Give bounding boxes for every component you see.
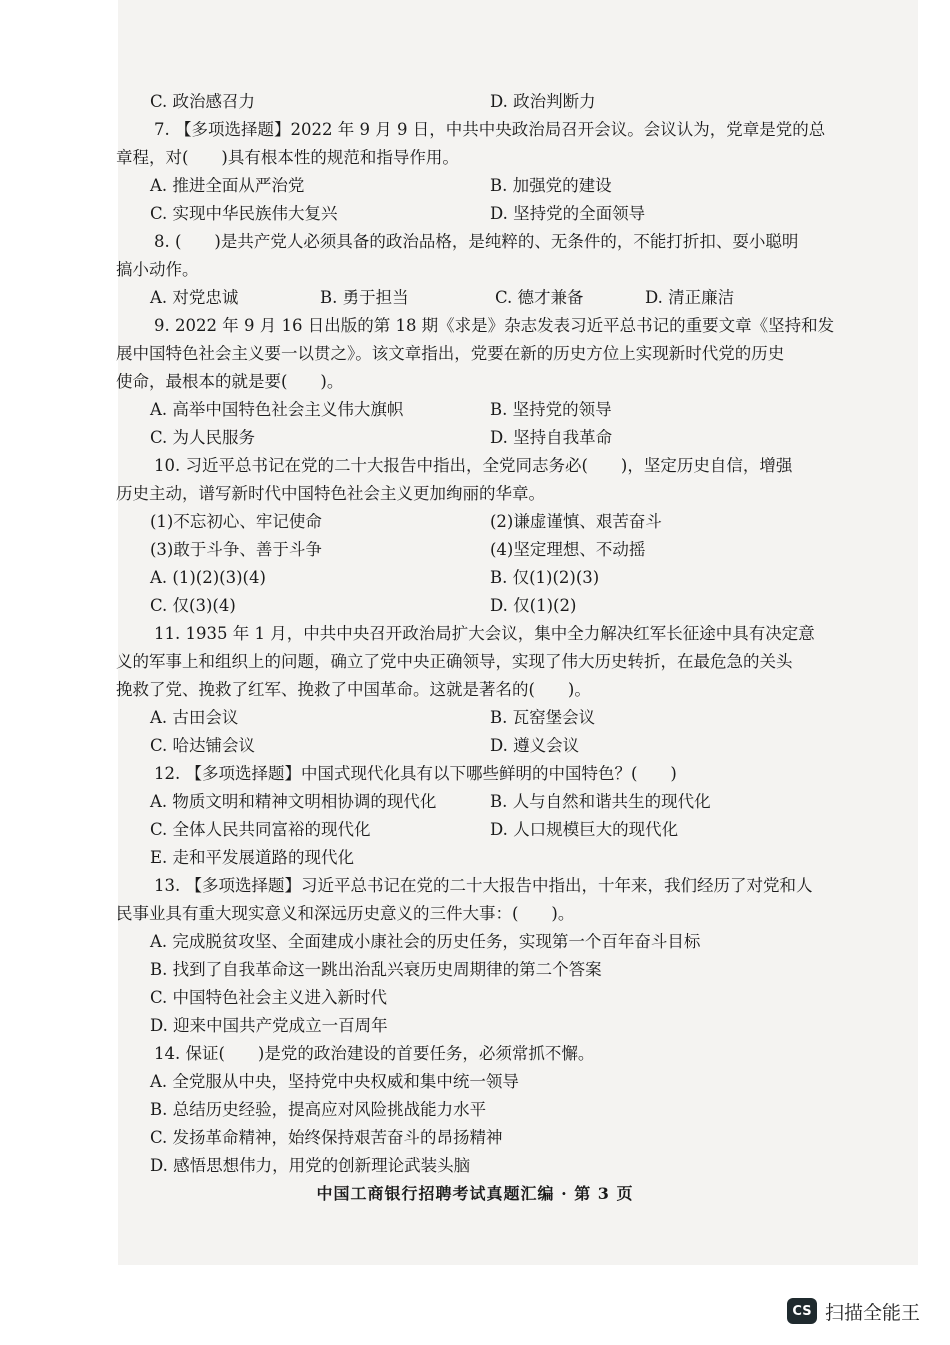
option-single: C. 中国特色社会主义进入新时代: [150, 988, 388, 1007]
option-row: [150, 1124, 840, 1152]
option-single: B. 找到了自我革命这一跳出治乱兴衰历史周期律的第二个答案: [150, 960, 602, 979]
question-text: 7. 【多项选择题】2022 年 9 月 9 日，中共中央政治局召开会议。会议认为，党章是党的总: [154, 120, 826, 139]
option-right: B. 坚持党的领导: [490, 400, 612, 419]
option-single: A. 全党服从中央，坚持党中央权威和集中统一领导: [150, 1072, 519, 1091]
option-row: [150, 592, 840, 620]
option-single: D. 感悟思想伟力，用党的创新理论武装头脑: [150, 1156, 471, 1175]
option-row: [150, 200, 840, 228]
option-row: [150, 1012, 840, 1040]
option-right: D. 坚持党的全面领导: [490, 204, 646, 223]
option-right: D. 仅(1)(2): [490, 596, 577, 615]
question-text: 民事业具有重大现实意义和深远历史意义的三件大事：( )。: [116, 904, 575, 923]
option-single: B. 总结历史经验，提高应对风险挑战能力水平: [150, 1100, 487, 1119]
option-row: [150, 788, 840, 816]
option-left: A. 推进全面从严治党: [150, 176, 305, 195]
option-single: D. 迎来中国共产党成立一百周年: [150, 1016, 388, 1035]
option-right: (2)谦虚谨慎、艰苦奋斗: [490, 512, 662, 531]
option-right: D. 遵义会议: [490, 736, 580, 755]
option-left: (1)不忘初心、牢记使命: [150, 512, 322, 531]
option-left: A. 古田会议: [150, 708, 239, 727]
option-left: (3)敢于斗争、善于斗争: [150, 540, 322, 559]
option-row: [150, 536, 840, 564]
question-text: 使命，最根本的就是要( )。: [116, 372, 344, 391]
question-text: 历史主动，谱写新时代中国特色社会主义更加绚丽的华章。: [116, 484, 545, 503]
question-text: 12. 【多项选择题】中国式现代化具有以下哪些鲜明的中国特色？( ): [154, 764, 677, 783]
option-left: C. 政治感召力: [150, 92, 256, 111]
scanner-app-name: 扫描全能王: [825, 1301, 921, 1324]
option-row: [150, 816, 840, 844]
option-row: [150, 1068, 840, 1096]
option-row: [150, 844, 840, 872]
question-stem: [150, 312, 840, 340]
question-continuation: [116, 340, 840, 368]
question-text: 搞小动作。: [116, 260, 199, 279]
question-text: 8. ( )是共产党人必须具备的政治品格，是纯粹的、无条件的，不能打折扣、耍小聪明: [154, 232, 799, 251]
question-stem: [150, 228, 840, 256]
scanner-watermark: [787, 1296, 920, 1326]
question-text: 11. 1935 年 1 月，中共中央召开政治局扩大会议，集中全力解决红军长征途中具有决定意: [154, 624, 815, 643]
question-text: 9. 2022 年 9 月 16 日出版的第 18 期《求是》杂志发表习近平总书记的重要文章《坚持和发: [154, 316, 835, 335]
question-stem: [150, 760, 840, 788]
question-stem: [150, 620, 840, 648]
option-row: [150, 88, 840, 116]
question-text: 章程，对( )具有根本性的规范和指导作用。: [116, 148, 459, 167]
option-right: (4)坚定理想、不动摇: [490, 540, 646, 559]
option-right: B. 瓦窑堡会议: [490, 708, 596, 727]
option-right: D. 政治判断力: [490, 92, 596, 111]
question-text: 义的军事上和组织上的问题，确立了党中央正确领导，实现了伟大历史转折，在最危急的关头: [116, 652, 793, 671]
option-single: C. 发扬革命精神，始终保持艰苦奋斗的昂扬精神: [150, 1128, 503, 1147]
camscanner-logo-icon: CS: [787, 1298, 817, 1324]
option-right: D. 人口规模巨大的现代化: [490, 820, 679, 839]
option-single: E. 走和平发展道路的现代化: [150, 848, 355, 867]
option-b: B. 勇于担当: [320, 288, 409, 307]
option-single: A. 完成脱贫攻坚、全面建成小康社会的历史任务，实现第一个百年奋斗目标: [150, 932, 701, 951]
option-right: D. 坚持自我革命: [490, 428, 613, 447]
question-stem: [150, 116, 840, 144]
option-left: C. 为人民服务: [150, 428, 256, 447]
option-a: A. 对党忠诚: [150, 288, 239, 307]
option-right: B. 加强党的建设: [490, 176, 612, 195]
question-text: 14. 保证( )是党的政治建设的首要任务，必须常抓不懈。: [154, 1044, 595, 1063]
option-left: A. (1)(2)(3)(4): [150, 568, 266, 587]
option-row: [150, 172, 840, 200]
option-row: [150, 284, 840, 312]
question-continuation: [116, 368, 840, 396]
question-continuation: [116, 900, 840, 928]
option-row: [150, 956, 840, 984]
question-continuation: [116, 144, 840, 172]
question-continuation: [116, 648, 840, 676]
question-list: [116, 88, 840, 1180]
question-continuation: [116, 480, 840, 508]
question-continuation: [116, 256, 840, 284]
option-row: [150, 928, 840, 956]
question-stem: [150, 872, 840, 900]
question-continuation: [116, 676, 840, 704]
option-c: C. 德才兼备: [495, 288, 584, 307]
option-row: [150, 424, 840, 452]
option-row: [150, 732, 840, 760]
option-d: D. 清正廉洁: [645, 288, 735, 307]
option-row: [150, 1096, 840, 1124]
option-right: B. 人与自然和谐共生的现代化: [490, 792, 711, 811]
question-text: 13. 【多项选择题】习近平总书记在党的二十大报告中指出，十年来，我们经历了对党和人: [154, 876, 813, 895]
option-left: A. 物质文明和精神文明相协调的现代化: [150, 792, 437, 811]
option-left: A. 高举中国特色社会主义伟大旗帜: [150, 400, 404, 419]
option-left: C. 实现中华民族伟大复兴: [150, 204, 338, 223]
option-row: [150, 396, 840, 424]
option-left: C. 仅(3)(4): [150, 596, 236, 615]
option-left: C. 哈达铺会议: [150, 736, 256, 755]
option-row: [150, 508, 840, 536]
question-text: 挽救了党、挽救了红军、挽救了中国革命。这就是著名的( )。: [116, 680, 591, 699]
question-text: 10. 习近平总书记在党的二十大报告中指出，全党同志务必( )，坚定历史自信，增强: [154, 456, 793, 475]
question-text: 展中国特色社会主义要一以贯之》。该文章指出，党要在新的历史方位上实现新时代党的历史: [116, 344, 785, 363]
question-stem: [150, 1040, 840, 1068]
option-row: [150, 564, 840, 592]
option-right: B. 仅(1)(2)(3): [490, 568, 600, 587]
option-row: [150, 704, 840, 732]
option-row: [150, 984, 840, 1012]
question-stem: [150, 452, 840, 480]
option-row: [150, 1152, 840, 1180]
option-left: C. 全体人民共同富裕的现代化: [150, 820, 371, 839]
page-footer: 中国工商银行招聘考试真题汇编 · 第 3 页: [316, 1184, 634, 1203]
